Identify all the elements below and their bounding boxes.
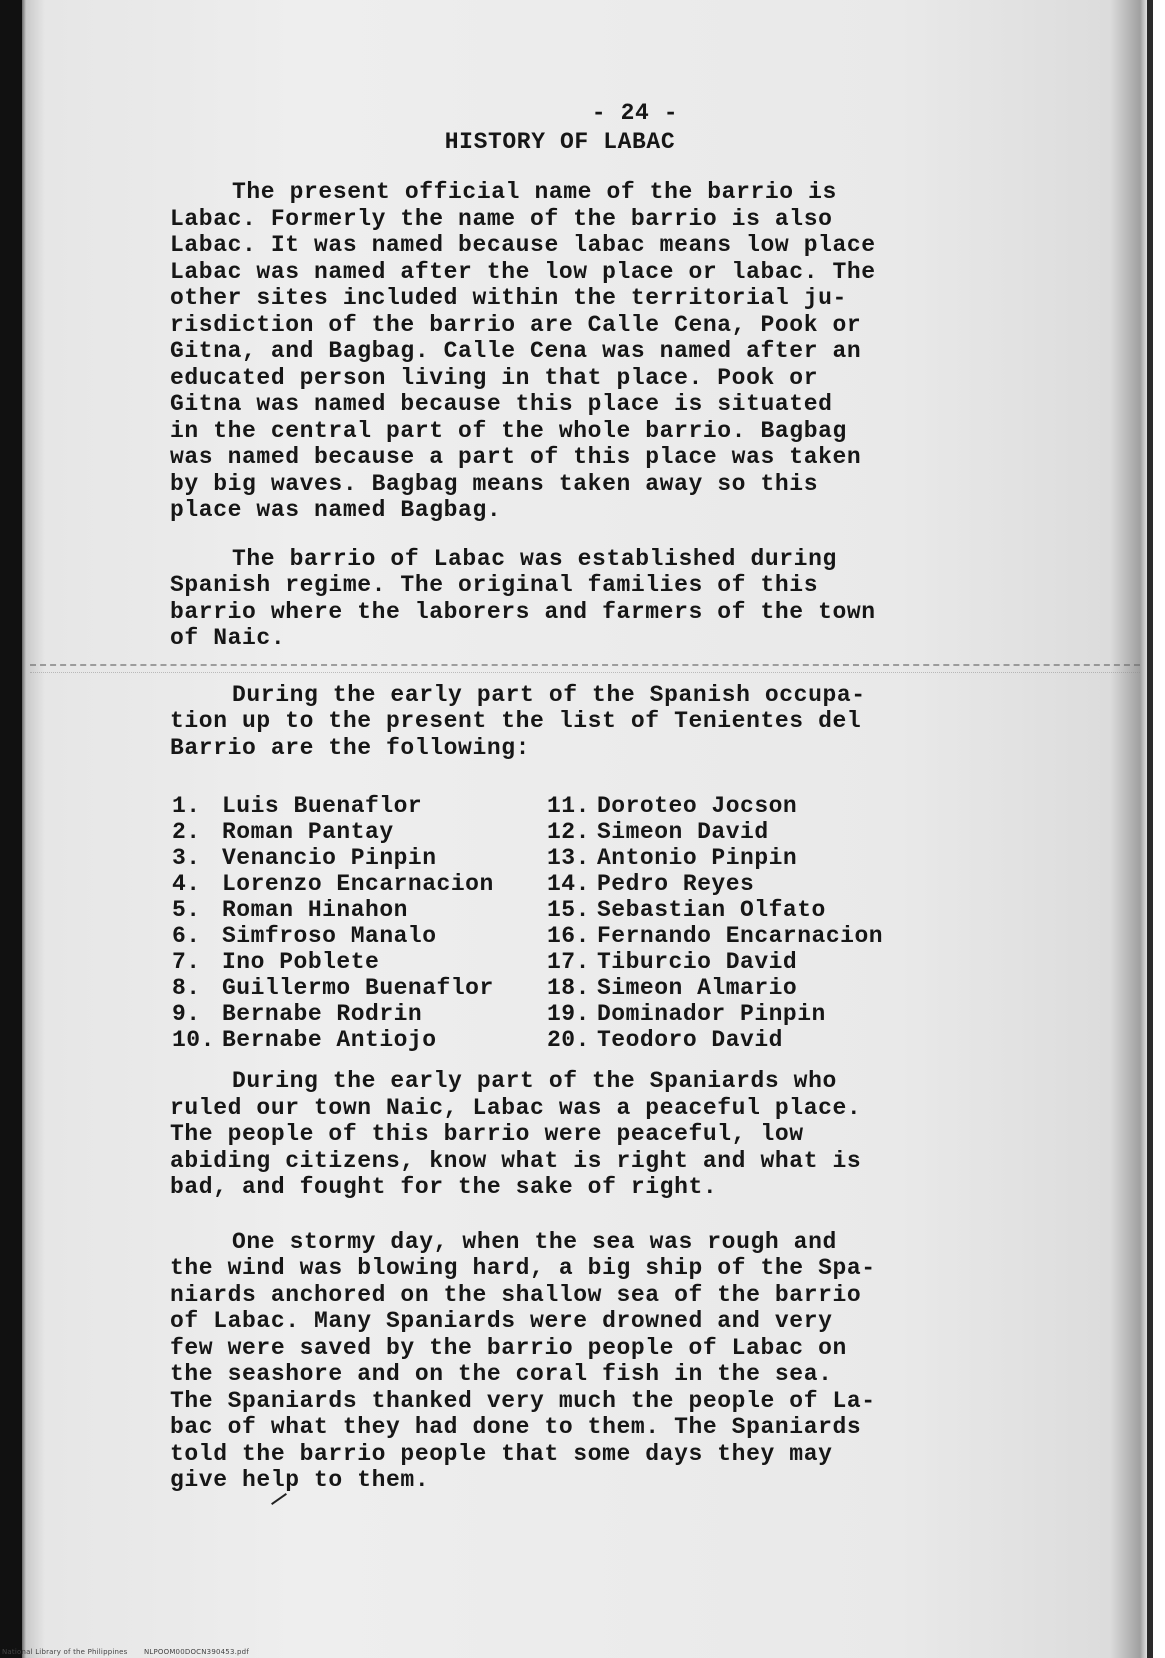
teniente-number: 6. (172, 923, 201, 949)
teniente-name: Venancio Pinpin (222, 845, 437, 871)
teniente-item (172, 949, 547, 975)
teniente-name: Pedro Reyes (597, 871, 755, 897)
teniente-name: Guillermo Buenaflor (222, 975, 494, 1001)
teniente-number: 15. (547, 897, 590, 923)
teniente-name: Tiburcio David (597, 949, 798, 975)
teniente-name: Roman Pantay (222, 819, 394, 845)
scan-fold-line (30, 664, 1140, 667)
teniente-number: 11. (547, 793, 590, 819)
teniente-item (172, 793, 547, 819)
teniente-item (172, 897, 547, 923)
teniente-name: Doroteo Jocson (597, 793, 798, 819)
teniente-item (547, 845, 883, 871)
teniente-item (172, 1001, 547, 1027)
teniente-item (172, 845, 547, 871)
tenientes-column-right (547, 793, 883, 1053)
teniente-item (547, 819, 883, 845)
footer-library: National Library of the Philippines (2, 1648, 128, 1656)
teniente-number: 3. (172, 845, 201, 871)
teniente-number: 10. (172, 1027, 215, 1053)
paragraph-establishment: The barrio of Labac was established during Spanish regime. The original families of this barrio where the laborers and farmers of the town of Naic. (170, 545, 876, 651)
teniente-name: Simfroso Manalo (222, 923, 437, 949)
tenientes-list (172, 793, 932, 1053)
scan-right-edge (1147, 0, 1153, 1658)
teniente-number: 9. (172, 1001, 201, 1027)
paragraph-stormy-day: One stormy day, when the sea was rough and the wind was blowing hard, a big ship of the Spa- niards anchored on the shallow sea of the barrio of Labac. Many Spaniards were drowned and very few were saved by the barrio people of Labac on the seashore and on the coral fish in the sea. The Spaniards thanked very much the people of La- bac of what they had done to them. The Spaniards told the barrio people that some days they may give help to them. (170, 1228, 876, 1493)
teniente-name: Ino Poblete (222, 949, 380, 975)
paragraph-peaceful-place: During the early part of the Spaniards who ruled our town Naic, Labac was a peaceful place. The people of this barrio were peaceful, low abiding citizens, know what is right and what is bad, and fought for the sake of right. (170, 1068, 862, 1200)
document-body-upper (170, 100, 950, 761)
teniente-name: Dominador Pinpin (597, 1001, 826, 1027)
teniente-name: Teodoro David (597, 1027, 783, 1053)
scan-left-binding-edge (0, 0, 22, 1658)
scan-footer (2, 1648, 263, 1656)
teniente-name: Simeon David (597, 819, 769, 845)
teniente-number: 4. (172, 871, 201, 897)
teniente-number: 8. (172, 975, 201, 1001)
teniente-item (547, 923, 883, 949)
teniente-item (172, 923, 547, 949)
teniente-item (547, 1001, 883, 1027)
page-number: - 24 - (591, 100, 679, 126)
teniente-number: 2. (172, 819, 201, 845)
scan-fold-line-secondary (30, 672, 1140, 674)
teniente-number: 1. (172, 793, 201, 819)
teniente-number: 19. (547, 1001, 590, 1027)
teniente-name: Simeon Almario (597, 975, 798, 1001)
tenientes-column-left (172, 793, 547, 1053)
teniente-number: 14. (547, 871, 590, 897)
teniente-number: 13. (547, 845, 590, 871)
teniente-item (172, 1027, 547, 1053)
teniente-number: 17. (547, 949, 590, 975)
teniente-item (547, 897, 883, 923)
document-body-lower (170, 1068, 950, 1494)
teniente-name: Sebastian Olfato (597, 897, 826, 923)
teniente-item (172, 819, 547, 845)
teniente-number: 18. (547, 975, 590, 1001)
teniente-item (172, 871, 547, 897)
teniente-item (547, 793, 883, 819)
teniente-number: 7. (172, 949, 201, 975)
page-title: HISTORY OF LABAC (444, 128, 676, 155)
teniente-item (547, 871, 883, 897)
teniente-name: Lorenzo Encarnacion (222, 871, 494, 897)
teniente-item (547, 975, 883, 1001)
teniente-name: Luis Buenaflor (222, 793, 423, 819)
teniente-name: Antonio Pinpin (597, 845, 798, 871)
teniente-name: Roman Hinahon (222, 897, 408, 923)
teniente-item (547, 949, 883, 975)
paragraph-official-name: The present official name of the barrio is Labac. Formerly the name of the barrio is also Labac. It was named because labac means low place Labac was named after the low place or labac. The other sites included within the territorial ju- risdiction of the barrio are Calle Cena, Pook or Gitna, and Bagbag. Calle Cena was named after an educated person living in that place. Pook or Gitna was named because this place is situated in the central part of the whole barrio. Bagbag was named because a part of this place was taken by big waves. Bagbag means taken away so this place was named Bagbag. (170, 179, 876, 523)
teniente-item (172, 975, 547, 1001)
teniente-name: Bernabe Rodrin (222, 1001, 423, 1027)
paragraph-tenientes-intro: During the early part of the Spanish occupa- tion up to the present the list of Tenientes del Barrio are the following: (170, 681, 866, 761)
teniente-number: 5. (172, 897, 201, 923)
teniente-item (547, 1027, 883, 1053)
teniente-number: 20. (547, 1027, 590, 1053)
teniente-name: Bernabe Antiojo (222, 1027, 437, 1053)
teniente-name: Fernando Encarnacion (597, 923, 884, 949)
teniente-number: 12. (547, 819, 590, 845)
teniente-number: 16. (547, 923, 590, 949)
footer-file: NLPOOM00DOCN390453.pdf (143, 1648, 249, 1656)
